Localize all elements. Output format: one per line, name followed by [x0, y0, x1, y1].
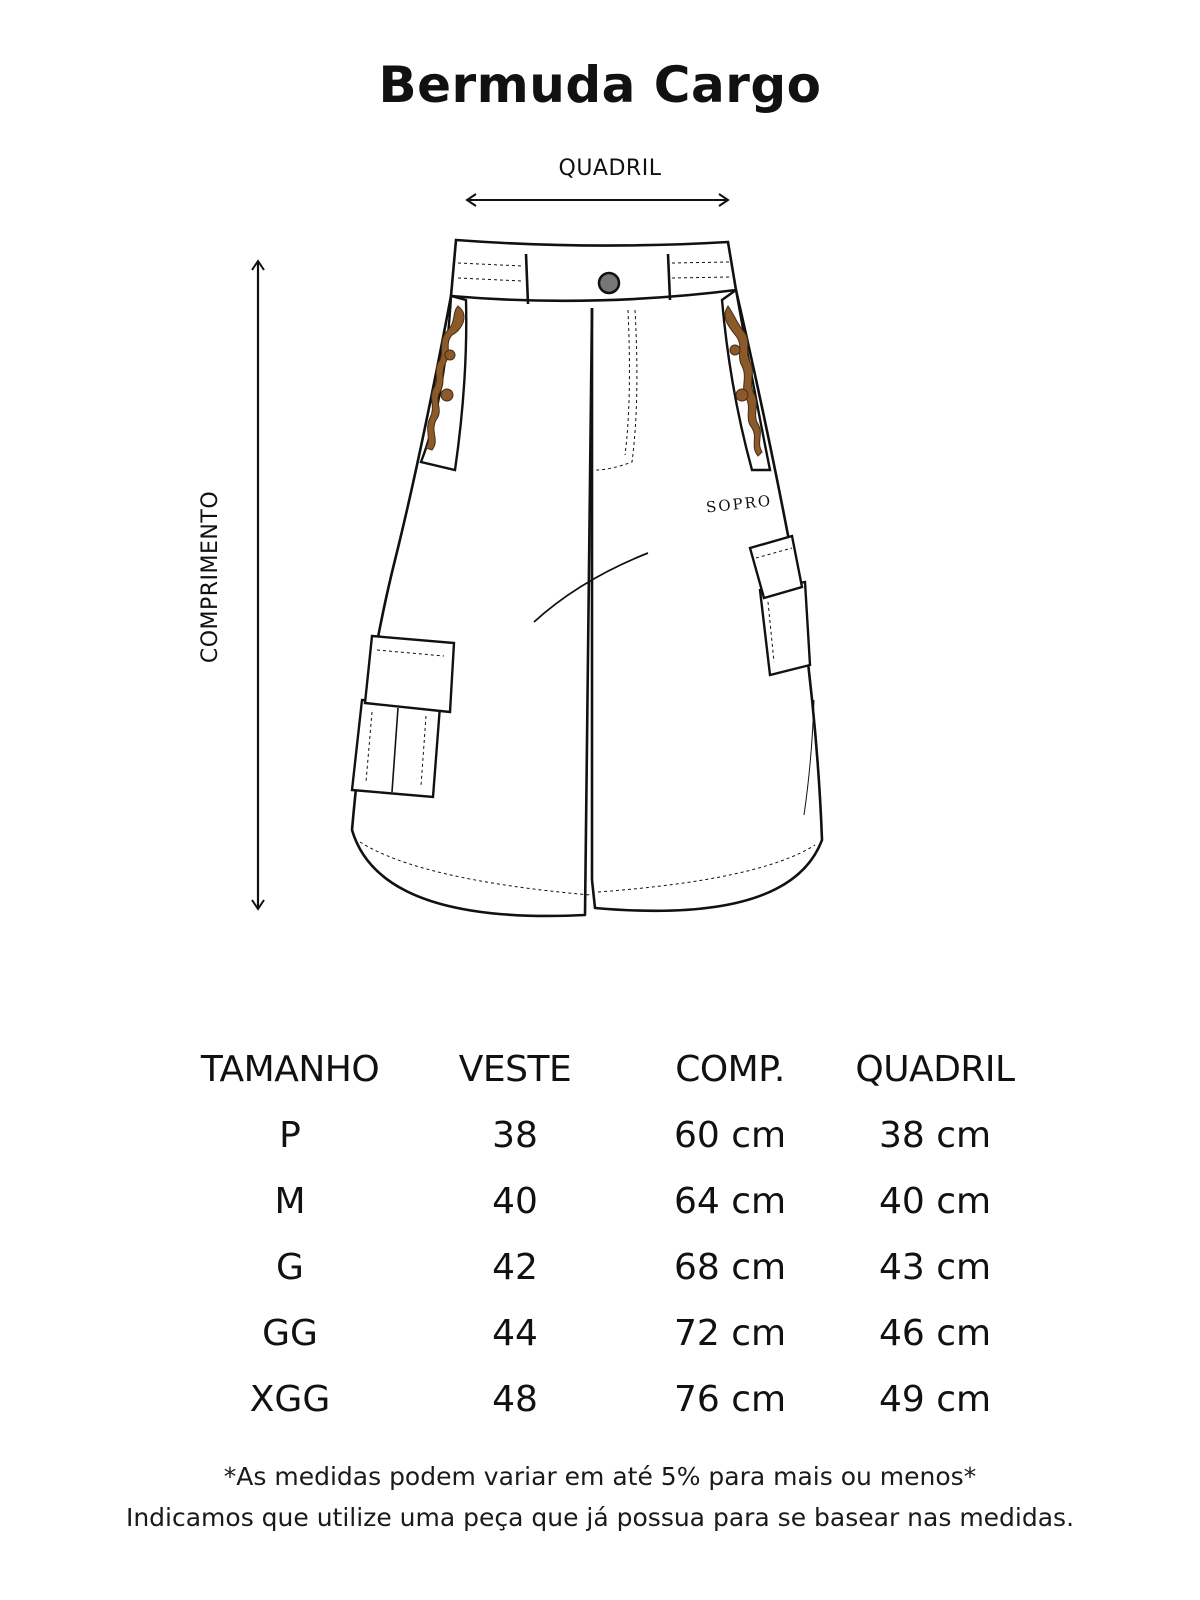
table-row	[180, 1300, 1040, 1366]
table-row	[180, 1366, 1040, 1432]
cell-fit: 42	[492, 1246, 538, 1288]
header-fit: VESTE	[458, 1048, 572, 1090]
brand-mark: SOPRO	[705, 491, 773, 517]
cell-length: 60 cm	[673, 1114, 787, 1156]
cell-size: G	[276, 1246, 304, 1288]
waist-button	[599, 273, 619, 293]
cell-hip: 49 cm	[878, 1378, 992, 1420]
cell-size: GG	[262, 1312, 318, 1354]
header-size: TAMANHO	[200, 1048, 380, 1090]
cell-length: 68 cm	[673, 1246, 787, 1288]
cell-fit: 40	[492, 1180, 538, 1222]
cell-length: 72 cm	[673, 1312, 787, 1354]
length-measure-label: COMPRIMENTO	[198, 490, 223, 664]
hip-measure-label: QUADRIL	[558, 156, 662, 181]
cell-size: XGG	[249, 1378, 331, 1420]
cell-length: 76 cm	[673, 1378, 787, 1420]
cell-fit: 48	[492, 1378, 538, 1420]
cell-length: 64 cm	[673, 1180, 787, 1222]
page-title: Bermuda Cargo	[378, 56, 822, 114]
table-row	[180, 1234, 1040, 1300]
waistband	[451, 240, 736, 304]
size-table	[180, 1036, 1040, 1432]
cell-hip: 43 cm	[878, 1246, 992, 1288]
cell-size: P	[279, 1114, 301, 1156]
right-cargo-pocket	[750, 536, 810, 675]
table-header-row	[180, 1036, 1040, 1102]
cell-hip: 38 cm	[878, 1114, 992, 1156]
cell-hip: 40 cm	[878, 1180, 992, 1222]
left-cargo-pocket	[352, 636, 454, 797]
table-row	[180, 1168, 1040, 1234]
cell-fit: 38	[492, 1114, 538, 1156]
measurement-variation-note: *As medidas podem variar em até 5% para mais ou menos*	[223, 1462, 977, 1491]
header-hip: QUADRIL	[855, 1048, 1015, 1090]
header-length: COMP.	[675, 1048, 785, 1090]
cell-size: M	[274, 1180, 306, 1222]
cell-hip: 46 cm	[878, 1312, 992, 1354]
table-row	[180, 1102, 1040, 1168]
measurement-advice-note: Indicamos que utilize uma peça que já possua para se basear nas medidas.	[125, 1503, 1075, 1532]
cell-fit: 44	[492, 1312, 538, 1354]
